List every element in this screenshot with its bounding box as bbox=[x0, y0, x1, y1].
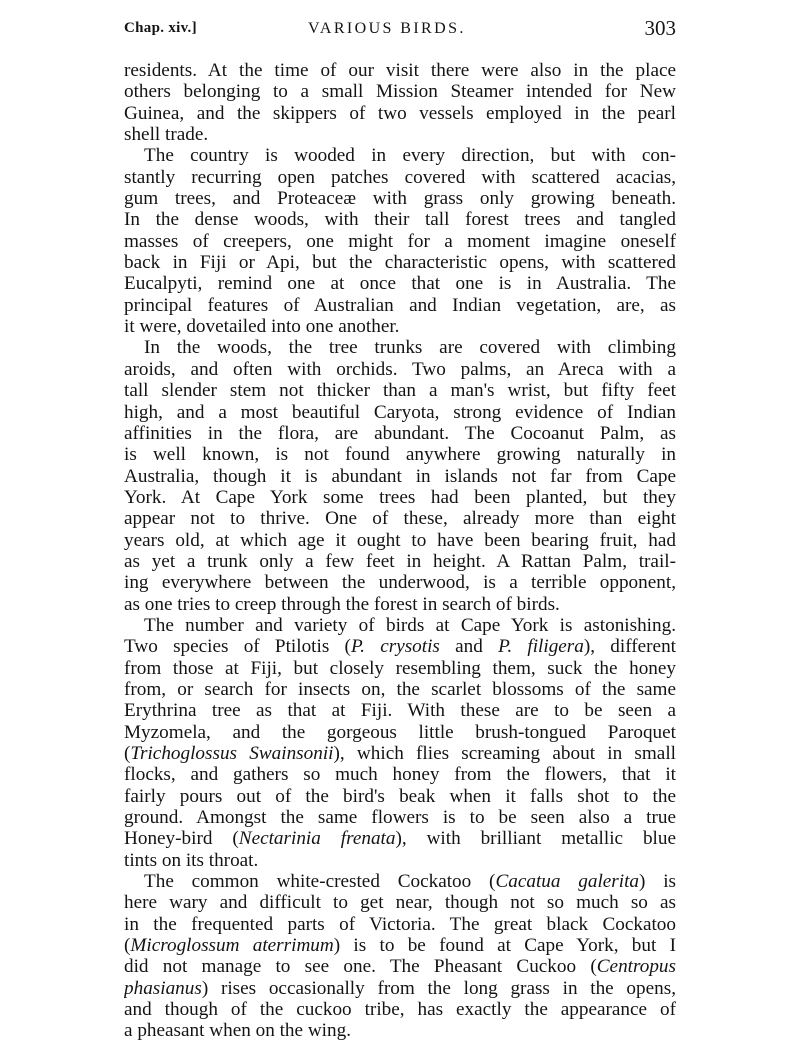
text-line bbox=[124, 999, 676, 1020]
text-segment: Eucalpyti, remind one at once that one is in Australia. The bbox=[124, 273, 676, 295]
text-line bbox=[124, 273, 676, 294]
species-name: P. crysotis bbox=[350, 636, 440, 658]
species-name: Nectarinia frenata bbox=[238, 828, 396, 850]
text-line bbox=[124, 423, 676, 444]
text-line bbox=[124, 978, 676, 999]
text-line bbox=[124, 402, 676, 423]
text-line bbox=[124, 380, 676, 401]
text-line bbox=[124, 316, 676, 337]
text-segment: back in Fiji or Api, but the characteristic opens, with scattered bbox=[124, 252, 676, 274]
text-segment: flocks, and gathers so much honey from the flowers, that it bbox=[124, 764, 676, 786]
text-line bbox=[124, 508, 676, 529]
text-line bbox=[124, 337, 676, 358]
text-segment: ), with brilliant metallic blue bbox=[395, 828, 676, 850]
species-name: Centropus bbox=[596, 956, 676, 978]
text-segment: ) is bbox=[639, 871, 676, 893]
text-segment: stantly recurring open patches covered with scattered acacias, bbox=[124, 166, 676, 188]
text-segment: tall slender stem not thicker than a man's wrist, but fifty feet bbox=[124, 380, 676, 402]
text-segment: and bbox=[439, 636, 499, 658]
text-line bbox=[124, 700, 676, 721]
text-segment: it were, dovetailed into one another. bbox=[124, 316, 400, 338]
text-segment: others belonging to a small Mission Steamer intended for New bbox=[124, 81, 676, 103]
text-line bbox=[124, 1020, 676, 1041]
text-segment: ( bbox=[124, 935, 131, 957]
text-line bbox=[124, 615, 676, 636]
text-segment: affinities in the flora, are abundant. The Cocoanut Palm, as bbox=[124, 422, 676, 444]
text-segment: gum trees, and Proteaceæ with grass only growing beneath. bbox=[124, 188, 676, 210]
text-line bbox=[124, 679, 676, 700]
text-segment: principal features of Australian and Indian vegetation, are, as bbox=[124, 294, 676, 316]
text-line bbox=[124, 935, 676, 956]
text-line bbox=[124, 658, 676, 679]
text-line bbox=[124, 786, 676, 807]
text-segment: ) rises occasionally from the long grass in the opens, bbox=[201, 977, 676, 999]
text-segment: masses of creepers, one might for a moment imagine oneself bbox=[124, 230, 676, 252]
text-line bbox=[124, 359, 676, 380]
text-segment: ground. Amongst the same flowers is to be seen also a true bbox=[124, 807, 676, 829]
text-segment: ), different bbox=[583, 636, 676, 658]
text-segment: and though of the cuckoo tribe, has exactly the appearance of bbox=[124, 999, 676, 1021]
text-segment: residents. At the time of our visit there were also in the place bbox=[124, 60, 676, 81]
text-line bbox=[124, 828, 676, 849]
text-segment: Honey-bird ( bbox=[124, 828, 239, 850]
text-segment: high, and a most beautiful Caryota, strong evidence of Indian bbox=[124, 401, 676, 423]
text-segment: as yet a trunk only a few feet in height. A Rattan Palm, trail- bbox=[124, 550, 676, 572]
text-segment: The country is wooded in every direction, but with con- bbox=[144, 145, 676, 167]
text-line bbox=[124, 124, 676, 145]
text-segment: Australia, though it is abundant in islands not far from Cape bbox=[124, 465, 676, 487]
text-segment: Two species of Ptilotis ( bbox=[124, 636, 351, 658]
page-number: 303 bbox=[644, 16, 676, 40]
running-title: VARIOUS BIRDS. bbox=[308, 20, 466, 37]
text-line bbox=[124, 231, 676, 252]
species-name: Trichoglossus Swainsonii bbox=[130, 743, 334, 764]
text-segment: The number and variety of birds at Cape York is astonishing. bbox=[144, 614, 676, 636]
text-line bbox=[124, 103, 676, 124]
text-line bbox=[124, 530, 676, 551]
text-segment: fairly pours out of the bird's beak when it falls shot to the bbox=[124, 785, 676, 807]
text-line bbox=[124, 914, 676, 935]
text-segment: is well known, is not found anywhere growing naturally in bbox=[124, 444, 676, 466]
text-segment: here wary and difficult to get near, though not so much so as bbox=[124, 892, 676, 914]
text-line bbox=[124, 551, 676, 572]
text-segment: as one tries to creep through the forest in search of birds. bbox=[124, 593, 560, 615]
text-line bbox=[124, 636, 676, 657]
text-line bbox=[124, 252, 676, 273]
text-segment: in the frequented parts of Victoria. The great black Cockatoo bbox=[124, 913, 676, 935]
text-line bbox=[124, 188, 676, 209]
text-segment: shell trade. bbox=[124, 124, 209, 146]
text-segment: Myzomela, and the gorgeous little brush-tongued Paroquet bbox=[124, 721, 676, 743]
text-segment: a pheasant when on the wing. bbox=[124, 1020, 351, 1042]
text-segment: from those at Fiji, but closely resembling them, suck the honey bbox=[124, 657, 676, 679]
text-segment: ) is to be found at Cape York, but I bbox=[333, 935, 676, 957]
text-line bbox=[124, 594, 676, 615]
text-line bbox=[124, 60, 676, 81]
text-line bbox=[124, 743, 676, 764]
text-segment: aroids, and often with orchids. Two palms, an Areca with a bbox=[124, 358, 676, 380]
text-segment: York. At Cape York some trees had been planted, but they bbox=[124, 486, 676, 508]
text-segment: ing everywhere between the underwood, is a terrible opponent, bbox=[124, 572, 676, 594]
text-line bbox=[124, 444, 676, 465]
text-segment: tints on its throat. bbox=[124, 849, 259, 871]
text-segment: Erythrina tree as that at Fiji. With these are to be seen a bbox=[124, 700, 676, 722]
text-line bbox=[124, 209, 676, 230]
species-name: Microglossum aterrimum bbox=[130, 935, 334, 957]
text-line bbox=[124, 466, 676, 487]
text-line bbox=[124, 295, 676, 316]
text-line bbox=[124, 572, 676, 593]
text-line bbox=[124, 81, 676, 102]
species-name: Cacatua galerita bbox=[495, 871, 640, 893]
text-line bbox=[124, 764, 676, 785]
species-name: P. filigera bbox=[498, 636, 584, 658]
text-segment: The common white-crested Cockatoo ( bbox=[144, 871, 496, 893]
text-segment: Guinea, and the skippers of two vessels employed in the pearl bbox=[124, 102, 676, 124]
text-segment: ), which flies screaming about in small bbox=[333, 743, 676, 764]
text-line bbox=[124, 871, 676, 892]
text-line bbox=[124, 892, 676, 913]
running-head bbox=[124, 12, 676, 48]
text-segment: from, or search for insects on, the scarlet blossoms of the same bbox=[124, 678, 676, 700]
text-line bbox=[124, 956, 676, 977]
body-text bbox=[124, 60, 676, 1042]
text-segment: ( bbox=[124, 743, 131, 764]
text-line bbox=[124, 167, 676, 188]
text-segment: years old, at which age it ought to have been bearing fruit, had bbox=[124, 529, 676, 551]
text-line bbox=[124, 487, 676, 508]
text-line bbox=[124, 722, 676, 743]
text-line bbox=[124, 850, 676, 871]
chapter-label: Chap. xiv.] bbox=[124, 20, 197, 36]
text-segment: In the dense woods, with their tall forest trees and tangled bbox=[124, 209, 676, 231]
text-segment: In the woods, the tree trunks are covered with climbing bbox=[144, 337, 676, 359]
text-line bbox=[124, 807, 676, 828]
text-line bbox=[124, 145, 676, 166]
text-segment: did not manage to see one. The Pheasant Cuckoo ( bbox=[124, 956, 597, 978]
species-name: phasianus bbox=[124, 977, 202, 999]
text-segment: appear not to thrive. One of these, already more than eight bbox=[124, 508, 676, 530]
